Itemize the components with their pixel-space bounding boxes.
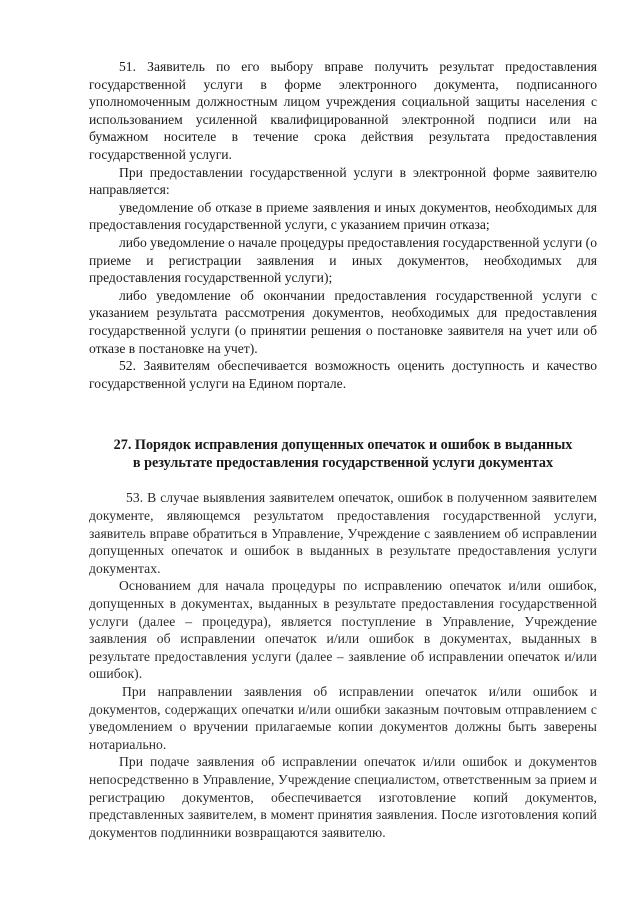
paragraph-refusal-notice: уведомление об отказе в приеме заявления и иных документов, необходимых для предоставления государственной услуги, с указанием причин отказа; [89,199,597,233]
section-27-body [89,489,597,841]
section-heading-line-2: в результате предоставления государственной услуги документах [132,454,554,471]
section-heading-line-1: 27. Порядок исправления допущенных опечаток и ошибок в выданных [113,437,573,454]
heading-spacer [89,472,597,489]
paragraph-end-notice: либо уведомление об окончании предоставления государственной услуги с указанием результата рассмотрения документов, необходимых для предоставления государственной услуги (о принятии решения о постановке заявителя на учет или об отказе в постановке на учет). [89,287,597,356]
paragraph-51: 51. Заявитель по его выбору вправе получить результат предоставления государственной услуги в форме электронного документа, подписанного уполномоченным должностным лицом учреждения социальной защиты населения с использованием усиленной квалифицированной электронной подписи или на бумажном носителе в течение срока действия результата предоставления государственной услуги. [89,59,597,162]
paragraph-52: 52. Заявителям обеспечивается возможность оценить доступность и качество государственной услуги на Едином портале. [89,358,597,391]
paragraph-procedure-basis: Основанием для начала процедуры по исправлению опечаток и/или ошибок, допущенных в документах, выданных в результате предоставления государственной услуги (далее – процедура), является поступление в Управление, Учреждение заявления об исправлении опечаток и/или ошибок в документах, выданных в результате предоставления услуги (далее – заявление об исправлении опечаток и/или ошибок). [89,578,597,682]
paragraph-start-notice: либо уведомление о начале процедуры предоставления государственной услуги (о приеме и регистрации заявления и иных документов, необходимых для предоставления государственной услуги); [89,234,597,286]
section-27-heading [89,437,597,472]
paragraph-postal-submission: При направлении заявления об исправлении опечаток и/или ошибок и документов, содержащих опечатки и/или ошибки заказным почтовым отправлением с уведомлением о вручении прилагаемые копии документов должны быть заверены нотариально. [89,684,597,752]
paragraph-53: 53. В случае выявления заявителем опечаток, ошибок в полученном заявителем документе, являющемся результатом предоставления государственной услуги, заявитель вправе обратиться в Управление, Учреждение с заявлением об исправлении допущенных опечаток и ошибок в выданных в результате предоставления услуги документах. [89,490,597,576]
paragraph-electronic-form: При предоставлении государственной услуги в электронной форме заявителю направляется: [89,164,597,198]
section-spacer [89,392,597,437]
paragraph-direct-submission: При подаче заявления об исправлении опечаток и/или ошибок и документов непосредственно в Управление, Учреждение специалистом, ответственным за прием и регистрацию документов, обеспечивается изготовление копий документов, представленных заявителем, в момент принятия заявления. После изготовления копий документов подлинники возвращаются заявителю. [89,754,597,840]
document-page [89,58,597,841]
